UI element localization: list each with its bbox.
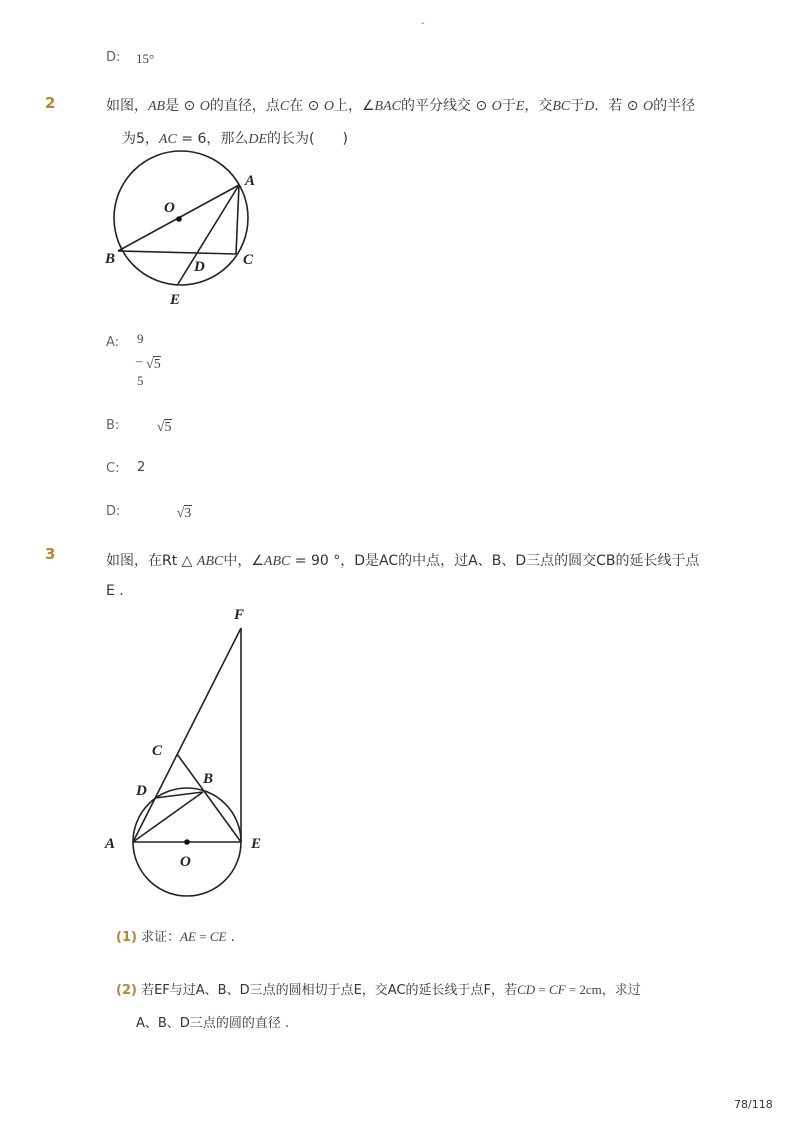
q2-option-a-minus: – — [136, 353, 143, 368]
label-a: A — [105, 836, 116, 852]
q2-option-a-numerator: 9 — [137, 331, 144, 346]
q3-subquestion-1: (1) 求证：AE = CE . — [116, 929, 235, 945]
q2-option-c-value: 2 — [137, 460, 146, 475]
question-2-text-line2: 为5，AC = 6，那么DE的长为( ) — [122, 131, 348, 147]
question-2-number: 2 — [45, 94, 56, 112]
label-a: A — [245, 173, 256, 189]
prev-option-d-label: D: — [106, 50, 121, 65]
q2-option-b-sqrt: √5 — [156, 420, 172, 435]
q2-option-c-label: C: — [106, 461, 120, 476]
question-3-figure — [100, 600, 275, 900]
label-d: D — [136, 783, 147, 799]
label-e: E — [251, 836, 262, 852]
q2-option-a-denominator: 5 — [137, 373, 144, 388]
question-2-figure — [100, 150, 270, 310]
segment-bc — [118, 251, 236, 254]
label-f: F — [234, 607, 245, 623]
q2-option-a-sqrt: √5 — [146, 357, 161, 372]
question-3-text-line2: E . — [106, 583, 124, 599]
q3-subquestion-2: (2) 若EF与过A、B、D三点的圆相切于点E，交AC的延长线于点F，若CD = CF = 2cm，求过 — [116, 982, 641, 998]
label-d: D — [194, 259, 205, 275]
label-b: B — [203, 771, 214, 787]
segment-af — [133, 628, 241, 842]
segment-ae — [178, 185, 239, 284]
question-3-text-line1: 如图，在Rt △ ABC中，∠ABC = 90 °，D是AC的中点，过A、B、D三点的圆交CB的延长线于点 — [106, 553, 700, 569]
segment-ce — [177, 754, 241, 842]
label-o: O — [164, 200, 175, 216]
question-2-text-line1: 如图，AB是 ⊙ O的直径，点C在 ⊙ O上，∠BAC的平分线交 ⊙ O于E，交BC于D．若 ⊙ O的半径 — [106, 98, 696, 114]
q3-subquestion-2-line2: A、B、D三点的圆的直径 . — [136, 1016, 290, 1031]
center-dot-o — [184, 839, 190, 845]
label-b: B — [105, 251, 116, 267]
label-c: C — [243, 252, 254, 268]
q2-option-b-label: B: — [106, 418, 120, 433]
label-e: E — [170, 292, 181, 308]
question-3-number: 3 — [45, 545, 56, 563]
page-number: 78/118 — [734, 1098, 773, 1111]
segment-ab — [133, 792, 203, 842]
q2-option-a-label: A: — [106, 335, 120, 350]
center-dot-o — [176, 216, 182, 222]
label-o: O — [180, 854, 191, 870]
q2-option-d-sqrt: √3 — [176, 506, 192, 521]
prev-option-d-value: 15° — [136, 51, 155, 66]
segment-ac — [236, 185, 239, 254]
label-c: C — [152, 743, 163, 759]
header-mark: - — [421, 18, 425, 29]
q2-option-d-label: D: — [106, 504, 121, 519]
